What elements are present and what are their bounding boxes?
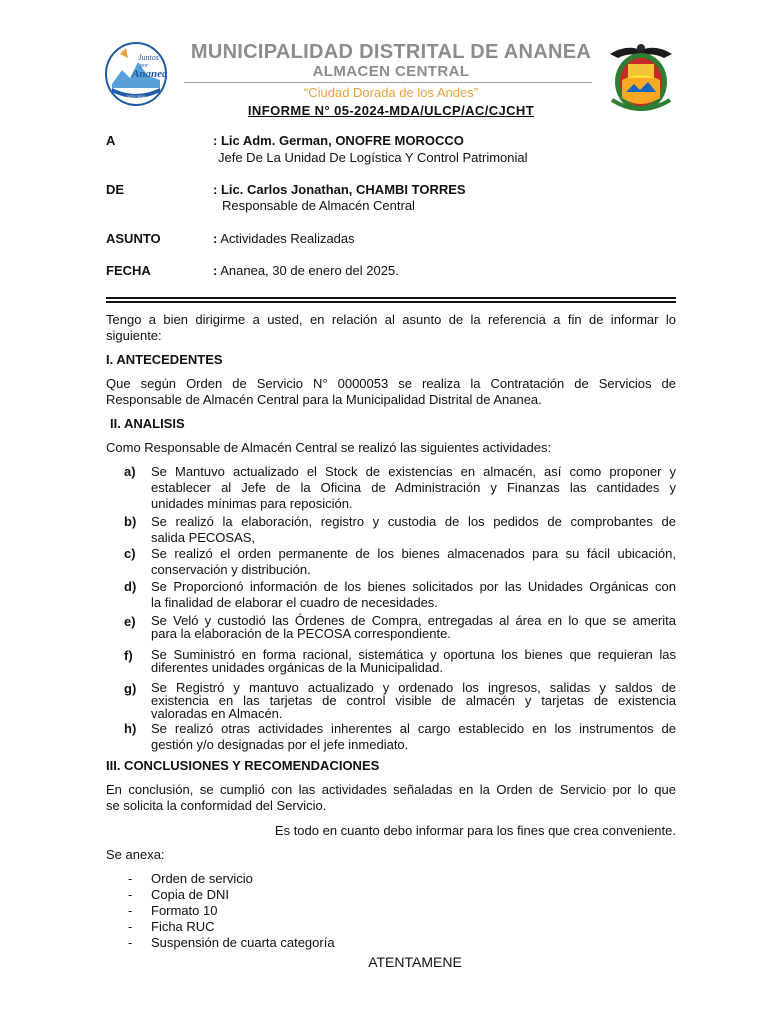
- section-analisis-heading: II. ANALISIS: [110, 416, 185, 431]
- to-name: : Lic Adm. German, ONOFRE MOROCCO: [213, 133, 464, 148]
- activity-letter: h): [124, 721, 137, 736]
- department-subtitle: ALMACEN CENTRAL: [312, 63, 470, 80]
- activity-text: [151, 648, 676, 674]
- annex-label: Se anexa:: [106, 847, 165, 862]
- from-role: Responsable de Almacén Central: [222, 198, 415, 213]
- municipality-title: MUNICIPALIDAD DISTRITAL DE ANANEA: [190, 41, 592, 63]
- signoff: ATENTAMENE: [368, 954, 462, 970]
- activity-text-line: unidades mínimas para reposición.: [151, 496, 353, 511]
- activity-letter: a): [124, 464, 136, 479]
- activity-text-line: la finalidad de elaborar el cuadro de necesidades.: [151, 595, 438, 610]
- activity-text-line: existencia en las tarjetas de control visible de almacén y tarjetas de existencia: [151, 693, 676, 708]
- to-role: Jefe De La Unidad De Logística Y Control Patrimonial: [218, 150, 528, 165]
- section-antecedentes-heading: I. ANTECEDENTES: [106, 352, 223, 367]
- logo-text-juntos: Juntos: [138, 53, 159, 62]
- from-label: DE: [106, 182, 125, 197]
- header-divider: [184, 82, 592, 83]
- activity-text-line: Se Registró y mantuvo actualizado y ordenado los ingresos, salidas y saldos de: [151, 680, 676, 695]
- annex-dash: -: [128, 903, 133, 918]
- activity-letter: g): [124, 681, 137, 696]
- activity-text-line: Se Veló y custodió las Órdenes de Compra, entregadas al área en lo que se amerita: [151, 613, 676, 628]
- logo-text-years: 2023 2026: [126, 94, 146, 99]
- logo-text-ananea: Ananea: [132, 68, 168, 80]
- activity-text-line: diferentes unidades orgánicas de la Municipalidad.: [151, 660, 443, 675]
- intro-line-2: siguiente:: [106, 328, 162, 343]
- activity-text-line: valoradas en Almacén.: [151, 706, 283, 721]
- activity-text-line: para la elaboración de la PECOSA correspondiente.: [151, 626, 451, 641]
- annex-text: Orden de servicio: [151, 871, 253, 886]
- activity-text: [151, 579, 676, 611]
- coat-of-arms-right: [606, 40, 676, 114]
- activity-text-line: salida PECOSAS,: [151, 530, 256, 545]
- annex-dash: -: [128, 935, 133, 950]
- report-number: INFORME N° 05-2024-MDA/ULCP/AC/CJCHT: [247, 103, 535, 118]
- annex-text: Ficha RUC: [151, 919, 215, 934]
- analisis-intro: Como Responsable de Almacén Central se realizó las siguientes actividades:: [106, 440, 552, 455]
- activity-text-line: gestión y/o designadas por el jefe inmediato.: [151, 737, 409, 752]
- activity-text: [151, 721, 676, 753]
- activity-text-line: Se Suministró en forma racional, sistemática y oportuna los bienes que requieran las: [151, 647, 676, 662]
- to-label: A: [106, 133, 116, 148]
- conclusion-line-2: se solicita la conformidad del Servicio.: [106, 798, 327, 813]
- antecedentes-line-1: Que según Orden de Servicio N° 0000053 se realiza la Contratación de Servicios de: [106, 376, 676, 391]
- conclusion-line-1: En conclusión, se cumplió con las actividades señaladas en la Orden de Servicio por lo que: [106, 782, 676, 797]
- activity-letter: d): [124, 579, 137, 594]
- closing-statement: Es todo en cuanto debo informar para los fines que crea conveniente.: [274, 823, 676, 838]
- activity-text-line: establecer al Jefe de la Oficina de Administración y Finanzas las cantidades y: [151, 480, 676, 495]
- annex-dash: -: [128, 871, 133, 886]
- antecedentes-line-2: Responsable de Almacén Central para la Municipalidad Distrital de Ananea.: [106, 392, 542, 407]
- annex-dash: -: [128, 887, 133, 902]
- activity-text-line: Se realizó la elaboración, registro y custodia de los pedidos de comprobantes de: [151, 514, 676, 529]
- double-divider: [106, 297, 676, 303]
- date-label: FECHA: [106, 263, 151, 278]
- logo-text-por: por: [140, 63, 149, 69]
- activity-text-line: Se Mantuvo actualizado el Stock de existencias en almacén, así como proponer y: [151, 464, 676, 479]
- activity-letter: f): [124, 648, 133, 663]
- annex-dash: -: [128, 919, 133, 934]
- annex-text: Copia de DNI: [151, 887, 230, 902]
- activity-letter: b): [124, 514, 137, 529]
- date-value: : Ananea, 30 de enero del 2025.: [213, 263, 399, 278]
- activity-text: [151, 614, 676, 640]
- activity-text-line: conservación y distribución.: [151, 562, 311, 577]
- activity-text: [151, 464, 676, 512]
- annex-text: Suspensión de cuarta categoría: [151, 935, 335, 950]
- municipal-logo-left: [104, 40, 168, 106]
- activity-letter: e): [124, 614, 136, 629]
- activity-text: [151, 681, 676, 720]
- subject-value: : Actividades Realizadas: [213, 231, 355, 246]
- from-name: : Lic. Carlos Jonathan, CHAMBI TORRES: [213, 182, 466, 197]
- activity-text-line: Se realizó otras actividades inherentes al cargo establecido en los instrumentos de: [151, 721, 676, 736]
- activity-text-line: Se realizó el orden permanente de los bienes almacenados para su fácil ubicación,: [151, 546, 676, 561]
- intro-line-1: Tengo a bien dirigirme a usted, en relación al asunto de la referencia a fin de informar lo: [106, 312, 676, 327]
- annex-text: Formato 10: [151, 903, 218, 918]
- section-conclusiones-heading: III. CONCLUSIONES Y RECOMENDACIONES: [106, 758, 380, 773]
- subject-label: ASUNTO: [106, 231, 161, 246]
- city-motto: “Ciudad Dorada de los Andes”: [303, 85, 479, 100]
- activity-text: [151, 546, 676, 578]
- activity-letter: c): [124, 546, 136, 561]
- activity-text-line: Se Proporcionó información de los bienes solicitados por las Unidades Orgánicas con: [151, 579, 676, 594]
- activity-text: [151, 514, 676, 546]
